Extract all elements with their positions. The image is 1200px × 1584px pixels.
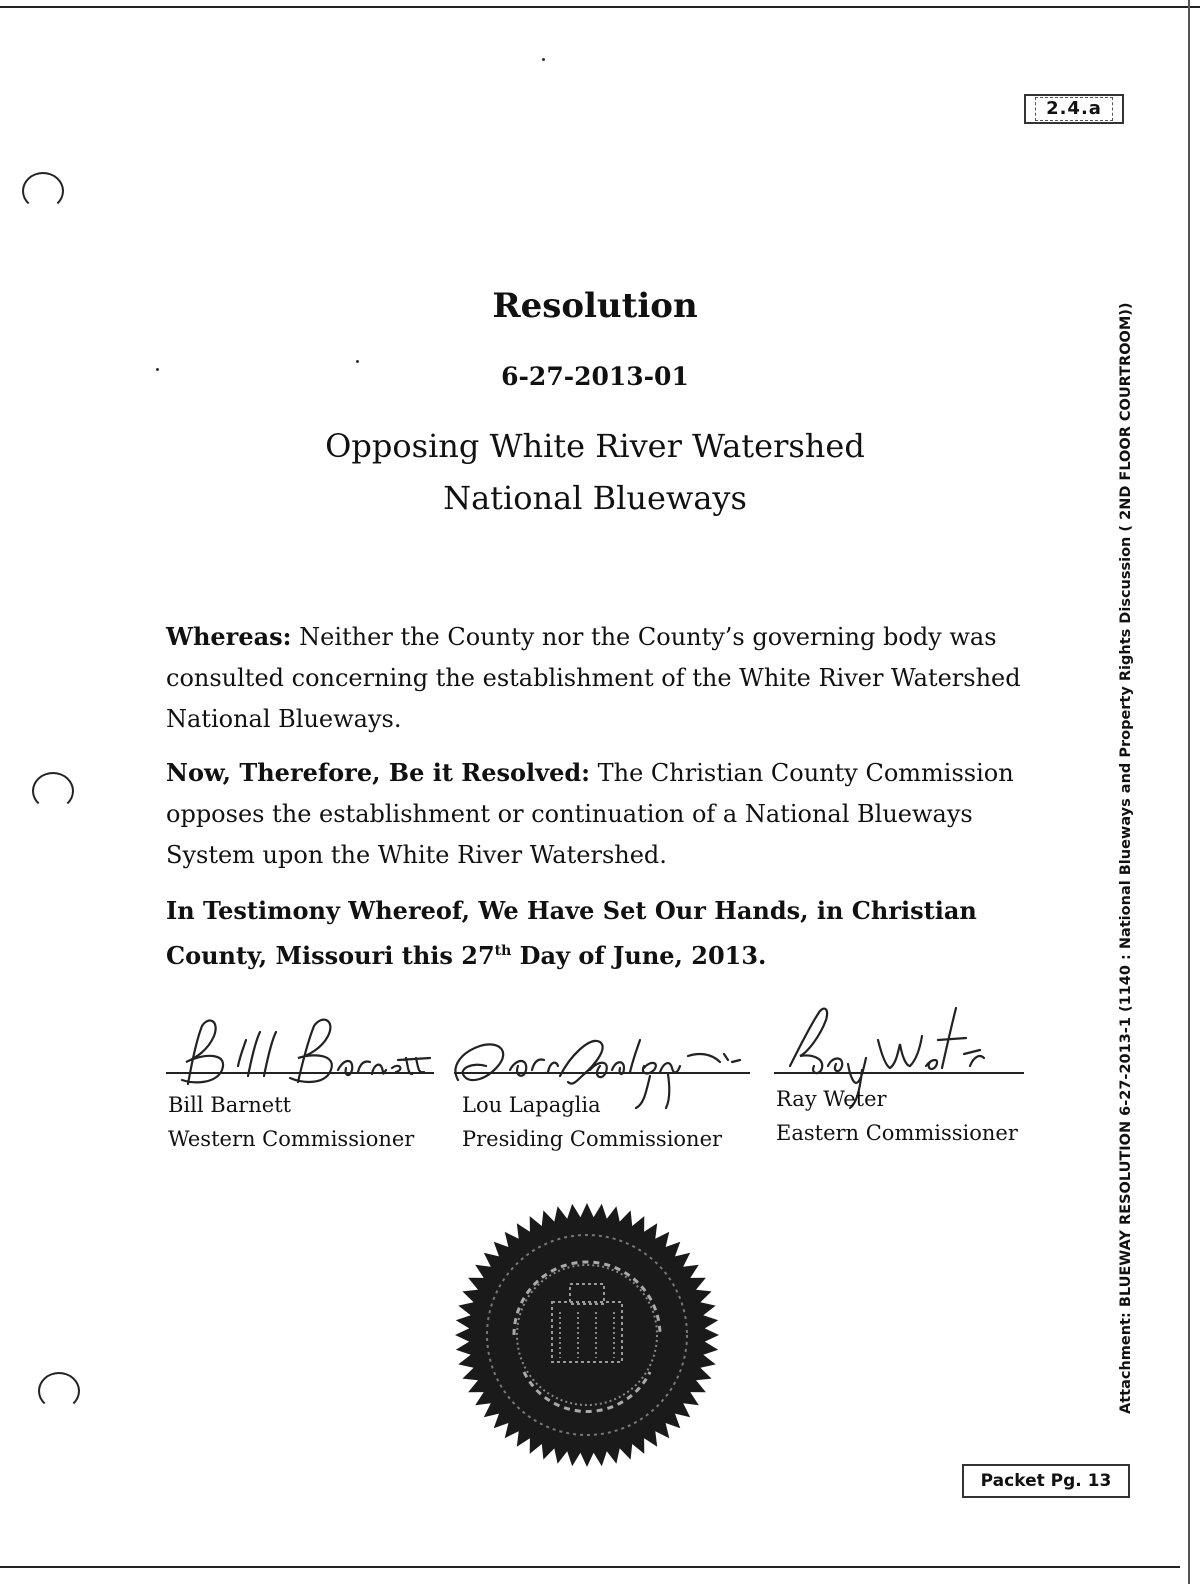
whereas-text: Neither the County nor the County’s governing body was consulted concerning the establishment of the White River Watershed National Blueways. [166,623,1021,733]
punch-hole-middle [32,772,74,810]
subject-line-1: Opposing White River Watershed [325,427,865,465]
resolved-paragraph [166,752,1046,876]
county-seal [454,1202,720,1468]
resolved-text: The Christian County Commission opposes the establishment or continuation of a National Blueways System upon the White River Watershed. [166,759,1014,869]
document-title: Resolution [492,286,698,326]
scan-edge-bottom [0,1566,1180,1568]
signatory-title: Eastern Commissioner [776,1121,1018,1145]
signature-bill-barnett [168,996,438,1090]
testimony-superscript: th [494,943,512,959]
testimony-text-part1: In Testimony Whereof, We Have Set Our Hands, in Christian County, Missouri this 27 [166,896,977,970]
testimony-paragraph [166,890,1046,976]
signatory-block-1 [168,1088,414,1156]
whereas-paragraph [166,616,1046,740]
item-tag-label: 2.4.a [1035,97,1113,121]
testimony-text-part2: Day of June, 2013. [511,941,767,970]
signature-line-2 [454,1072,750,1074]
signatory-name: Lou Lapaglia [462,1093,601,1117]
scan-speck [542,58,545,61]
subject-line-2: National Blueways [443,479,747,517]
scan-edge-top [0,6,1200,8]
punch-hole-bottom [38,1372,80,1410]
signatory-block-2 [462,1088,722,1156]
signatory-block-3 [776,1082,1018,1150]
signatory-name: Ray Weter [776,1087,887,1111]
packet-page-label: Packet Pg. 13 [962,1464,1130,1498]
signature-line-1 [166,1072,434,1074]
resolution-subject [0,420,1190,524]
signatory-title: Western Commissioner [168,1127,415,1151]
whereas-lead: Whereas: [166,622,292,651]
attachment-side-label: Attachment: BLUEWAY RESOLUTION 6-27-2013-1 (1140 : National Blueways and Property Rights Discussion ( 2ND FLOOR COURTROOM)) [1118,302,1134,1414]
scan-edge-right [1188,0,1190,1584]
signatory-title: Presiding Commissioner [462,1127,723,1151]
punch-hole-top [22,172,64,210]
signatory-name: Bill Barnett [168,1093,292,1117]
item-tag [1024,94,1124,124]
signature-line-3 [774,1072,1024,1074]
resolved-lead: Now, Therefore, Be it Resolved: [166,758,590,787]
resolution-number: 6-27-2013-01 [501,362,689,391]
